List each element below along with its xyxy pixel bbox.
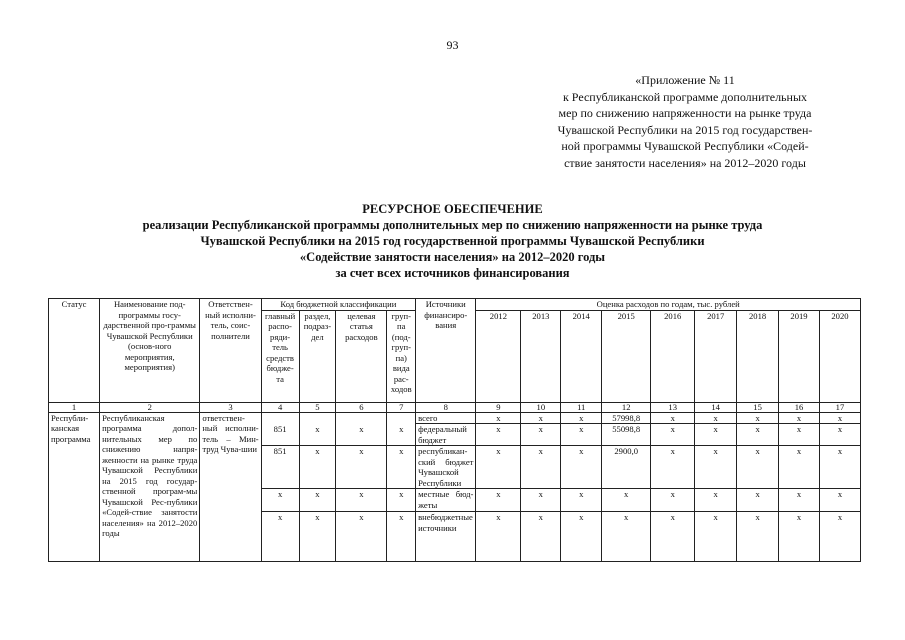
value-cell: x <box>737 412 779 424</box>
column-number: 17 <box>819 402 860 412</box>
header-name: Наименование под-программы госу-дарственной про-граммы Чувашской Республики (основ-ного мероприятия, мероприятия) <box>100 299 200 403</box>
document-title <box>0 201 905 281</box>
code-cell-target: x <box>336 424 387 446</box>
header-year: 2019 <box>779 310 820 402</box>
value-cell: x <box>602 512 651 562</box>
value-cell: x <box>695 424 737 446</box>
column-number: 6 <box>336 402 387 412</box>
header-year: 2016 <box>651 310 695 402</box>
page-number: 93 <box>446 38 459 52</box>
appendix-line: к Республиканской программе дополнительных <box>562 89 808 104</box>
code-cell-chief-admin: x <box>261 512 299 562</box>
value-cell: x <box>521 424 561 446</box>
column-number: 4 <box>261 402 299 412</box>
title-line: реализации Республиканской программы дополнительных мер по снижению напряженности на рынке труда <box>142 218 763 232</box>
title-line: «Содействие занятости населения» на 2012–2020 годы <box>299 250 606 264</box>
source-cell: местные бюд-жеты <box>416 489 476 512</box>
appendix-line: Чувашской Республики на 2015 год государствен- <box>557 122 813 137</box>
column-number: 8 <box>416 402 476 412</box>
code-cell-target: x <box>336 489 387 512</box>
value-cell: x <box>737 489 779 512</box>
code-cell-section: x <box>299 446 336 489</box>
header-section: раздел, подраз-дел <box>299 310 336 402</box>
table-row <box>49 412 861 424</box>
value-cell: x <box>561 512 602 562</box>
column-number: 16 <box>779 402 820 412</box>
value-cell: x <box>476 446 521 489</box>
source-cell: всего <box>416 412 476 424</box>
value-cell: x <box>737 424 779 446</box>
source-cell: федеральный бюджет <box>416 424 476 446</box>
value-cell: x <box>561 489 602 512</box>
value-cell: 2900,0 <box>602 446 651 489</box>
code-cell-exp-type: x <box>387 512 416 562</box>
value-cell: x <box>476 424 521 446</box>
code-cell-exp-type: x <box>387 489 416 512</box>
value-cell: x <box>695 412 737 424</box>
code-cell-chief-admin: x <box>261 489 299 512</box>
header-estimate-group: Оценка расходов по годам, тыс. рублей <box>476 299 861 311</box>
column-number: 9 <box>476 402 521 412</box>
value-cell: x <box>819 512 860 562</box>
appendix-line: ствие занятости населения» на 2012–2020 годы <box>564 155 806 170</box>
appendix-line: «Приложение № 11 <box>635 73 735 87</box>
value-cell: x <box>561 424 602 446</box>
value-cell: x <box>819 489 860 512</box>
header-year: 2020 <box>819 310 860 402</box>
appendix-line: ной программы Чувашской Республики «Содей- <box>561 139 809 153</box>
code-cell-chief-admin: 851 <box>261 424 299 446</box>
value-cell: x <box>779 412 820 424</box>
column-number: 11 <box>561 402 602 412</box>
column-number-row <box>49 402 861 412</box>
value-cell: x <box>779 446 820 489</box>
header-responsible: Ответствен-ный исполни-тель, соис-полнители <box>200 299 261 403</box>
value-cell: x <box>779 424 820 446</box>
value-cell: x <box>476 412 521 424</box>
header-budget-code-group: Код бюджетной классификации <box>261 299 415 311</box>
header-year: 2013 <box>521 310 561 402</box>
column-number: 15 <box>737 402 779 412</box>
value-cell: x <box>695 446 737 489</box>
code-cell-section: x <box>299 424 336 446</box>
column-number: 7 <box>387 402 416 412</box>
value-cell: x <box>695 489 737 512</box>
value-cell: x <box>476 512 521 562</box>
title-line: за счет всех источников финансирования <box>335 266 570 280</box>
value-cell: x <box>521 512 561 562</box>
value-cell: x <box>602 489 651 512</box>
code-cell-exp-type <box>387 412 416 424</box>
header-target-article: целевая статья расходов <box>336 310 387 402</box>
column-number: 3 <box>200 402 261 412</box>
responsible-cell: ответствен-ный исполни-тель – Мин-труд Чува-шии <box>200 412 261 562</box>
header-year: 2018 <box>737 310 779 402</box>
column-number: 14 <box>695 402 737 412</box>
value-cell: x <box>819 446 860 489</box>
header-year: 2015 <box>602 310 651 402</box>
header-status: Статус <box>49 299 100 403</box>
column-number: 5 <box>299 402 336 412</box>
source-cell: республикан-ский бюджет Чувашской Республики <box>416 446 476 489</box>
code-cell-section: x <box>299 512 336 562</box>
column-number: 10 <box>521 402 561 412</box>
value-cell: x <box>819 424 860 446</box>
title-line: Чувашской Республики на 2015 год государственной программы Чувашской Республики <box>200 234 705 248</box>
code-cell-section <box>299 412 336 424</box>
column-number: 12 <box>602 402 651 412</box>
value-cell: x <box>651 412 695 424</box>
code-cell-section: x <box>299 489 336 512</box>
appendix-line: мер по снижению напряженности на рынке труда <box>558 106 812 120</box>
value-cell: x <box>819 412 860 424</box>
header-chief-admin: главный распо-ряди-тель средств бюдже-та <box>261 310 299 402</box>
value-cell: x <box>476 489 521 512</box>
column-number: 1 <box>49 402 100 412</box>
header-year: 2017 <box>695 310 737 402</box>
source-cell: внебюджетные источники <box>416 512 476 562</box>
value-cell: x <box>737 512 779 562</box>
code-cell-chief-admin: 851 <box>261 446 299 489</box>
header-year: 2014 <box>561 310 602 402</box>
value-cell: x <box>651 446 695 489</box>
appendix-header <box>520 72 850 171</box>
value-cell: x <box>561 412 602 424</box>
value-cell: x <box>695 512 737 562</box>
status-cell: Республи-канская программа <box>49 412 100 562</box>
value-cell: x <box>651 512 695 562</box>
code-cell-target <box>336 412 387 424</box>
code-cell-exp-type: x <box>387 424 416 446</box>
header-sources: Источники финансиро-вания <box>416 299 476 403</box>
program-name-cell: Республиканская программа допол-нительных мер по снижению напря-женности на рынке труда Чувашской Республики на 2015 год государ-ственной програм-мы Чувашской Рес-публики «Содей-ствие занятости населения» на 2012–2020 годы <box>100 412 200 562</box>
header-year: 2012 <box>476 310 521 402</box>
value-cell: x <box>651 424 695 446</box>
value-cell: 57998,8 <box>602 412 651 424</box>
code-cell-exp-type: x <box>387 446 416 489</box>
title-line: РЕСУРСНОЕ ОБЕСПЕЧЕНИЕ <box>362 202 543 216</box>
code-cell-target: x <box>336 512 387 562</box>
value-cell: x <box>651 489 695 512</box>
value-cell: x <box>521 489 561 512</box>
resource-table <box>48 298 861 562</box>
value-cell: x <box>737 446 779 489</box>
column-number: 2 <box>100 402 200 412</box>
value-cell: x <box>521 412 561 424</box>
value-cell: x <box>521 446 561 489</box>
code-cell-target: x <box>336 446 387 489</box>
header-expense-type: груп-па (под-груп-па) вида рас-ходов <box>387 310 416 402</box>
column-number: 13 <box>651 402 695 412</box>
value-cell: x <box>779 512 820 562</box>
value-cell: x <box>561 446 602 489</box>
value-cell: x <box>779 489 820 512</box>
code-cell-chief-admin <box>261 412 299 424</box>
value-cell: 55098,8 <box>602 424 651 446</box>
